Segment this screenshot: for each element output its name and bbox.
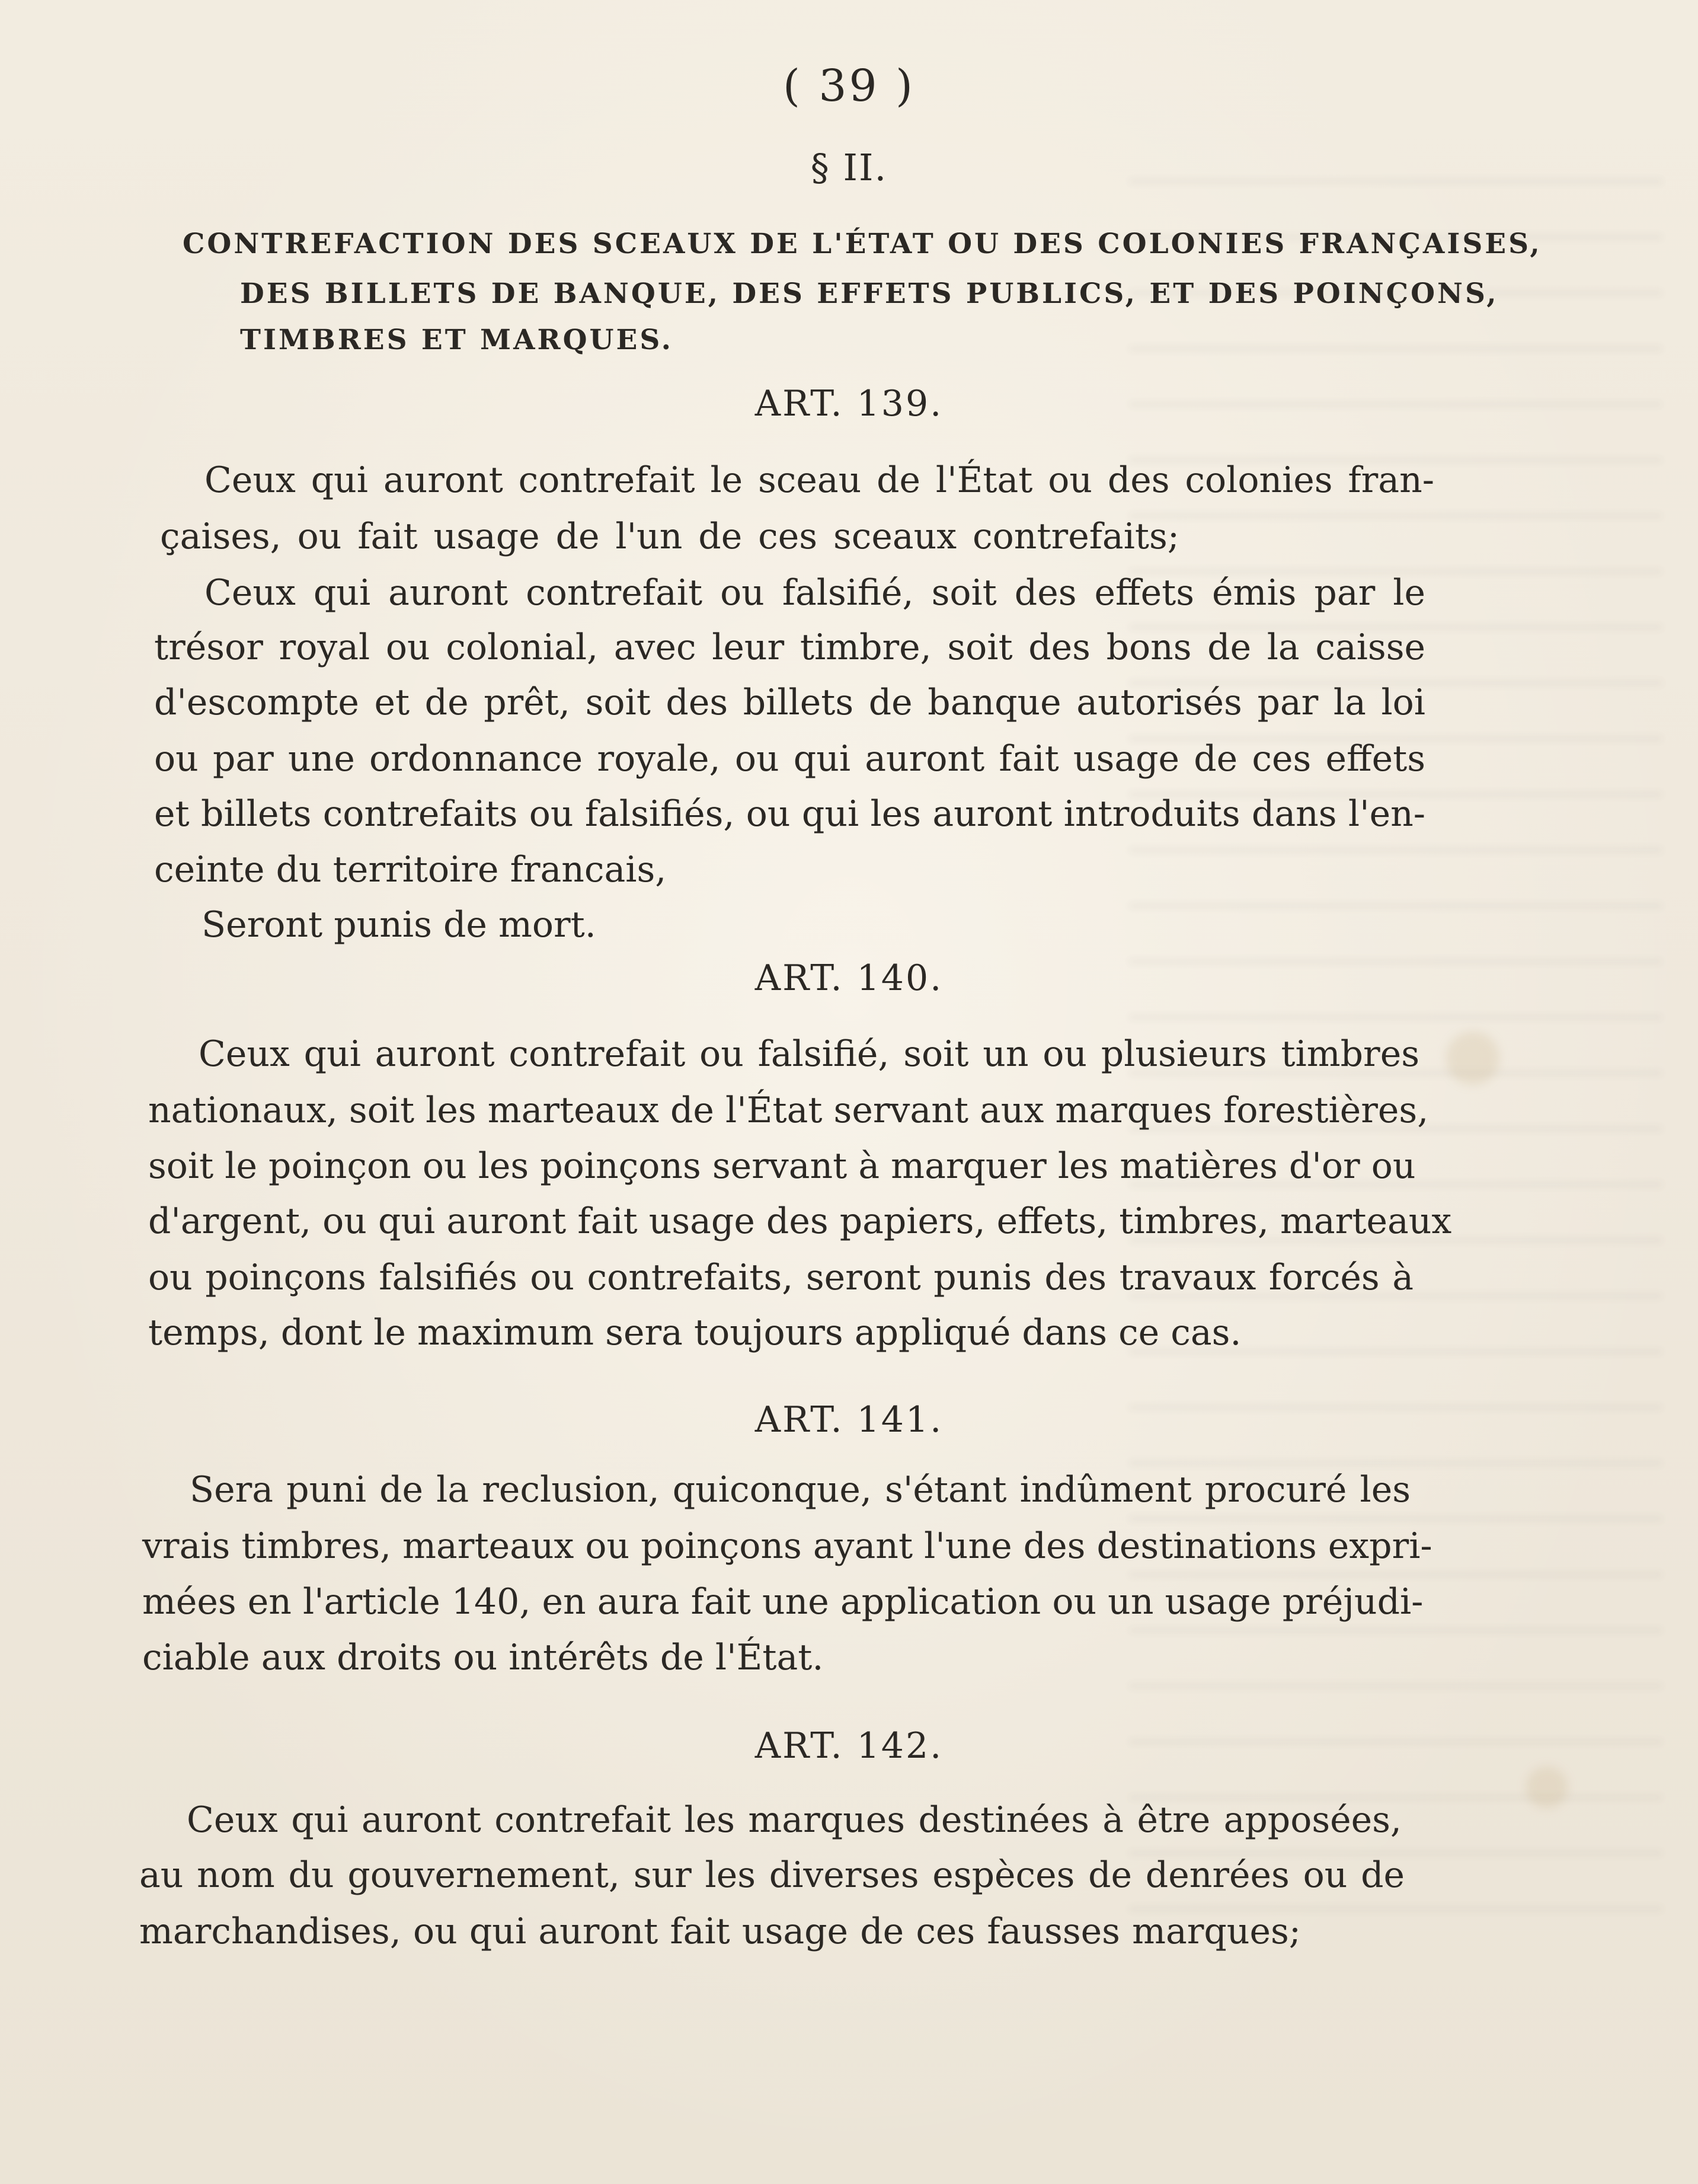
article-text-line: ou poinçons falsifiés ou contrefaits, seront punis des travaux forcés à	[148, 1257, 1414, 1298]
paper-stain	[1446, 1032, 1499, 1085]
article-text-line: ou par une ordonnance royale, ou qui auront fait usage de ces effets	[154, 738, 1425, 780]
article-text-line: d'escompte et de prêt, soit des billets de banque autorisés par la loi	[154, 682, 1425, 723]
article-text-line: Seront punis de mort.	[202, 904, 596, 946]
article-text-line: Ceux qui auront contrefait les marques destinées à être apposées,	[187, 1799, 1402, 1841]
section-heading-line: CONTREFACTION DES SCEAUX DE L'ÉTAT OU DES COLONIES FRANÇAISES,	[183, 228, 1542, 260]
article-title: ART. 141.	[754, 1399, 944, 1441]
article-text-line: d'argent, ou qui auront fait usage des papiers, effets, timbres, marteaux	[148, 1200, 1452, 1242]
section-heading-line: DES BILLETS DE BANQUE, DES EFFETS PUBLICS, ET DES POINÇONS,	[240, 277, 1499, 310]
article-text-line: ciable aux droits ou intérêts de l'État.	[142, 1637, 824, 1678]
article-text-line: Ceux qui auront contrefait ou falsifié, soit des effets émis par le	[204, 572, 1425, 614]
article-text-line: mées en l'article 140, en aura fait une application ou un usage préjudi-	[142, 1581, 1424, 1623]
page-number: ( 39 )	[783, 60, 915, 111]
article-text-line: trésor royal ou colonial, avec leur timbre, soit des bons de la caisse	[154, 627, 1425, 668]
article-title: ART. 142.	[754, 1725, 944, 1767]
section-heading-line: TIMBRES ET MARQUES.	[240, 324, 673, 356]
article-text-line: nationaux, soit les marteaux de l'État servant aux marques forestières,	[148, 1090, 1429, 1131]
article-text-line: ceinte du territoire francais,	[154, 849, 667, 890]
article-text-line: Ceux qui auront contrefait le sceau de l'État ou des colonies fran-	[204, 459, 1434, 501]
article-text-line: Sera puni de la reclusion, quiconque, s'étant indûment procuré les	[190, 1469, 1411, 1511]
article-title: ART. 139.	[754, 383, 944, 424]
article-text-line: temps, dont le maximum sera toujours appliqué dans ce cas.	[148, 1312, 1242, 1353]
article-title: ART. 140.	[754, 957, 944, 999]
article-text-line: au nom du gouvernement, sur les diverses espèces de denrées ou de	[139, 1854, 1405, 1896]
article-text-line: soit le poinçon ou les poinçons servant à marquer les matières d'or ou	[148, 1145, 1416, 1187]
article-text-line: Ceux qui auront contrefait ou falsifié, soit un ou plusieurs timbres	[199, 1033, 1419, 1075]
paper-stain	[1526, 1767, 1568, 1808]
article-text-line: et billets contrefaits ou falsifiés, ou qui les auront introduits dans l'en-	[154, 793, 1425, 835]
article-text-line: marchandises, ou qui auront fait usage de ces fausses marques;	[139, 1911, 1301, 1952]
section-mark: § II.	[810, 146, 888, 189]
article-text-line: vrais timbres, marteaux ou poinçons ayant l'une des destinations expri-	[142, 1525, 1432, 1567]
article-text-line: çaises, ou fait usage de l'un de ces sceaux contrefaits;	[160, 516, 1179, 557]
